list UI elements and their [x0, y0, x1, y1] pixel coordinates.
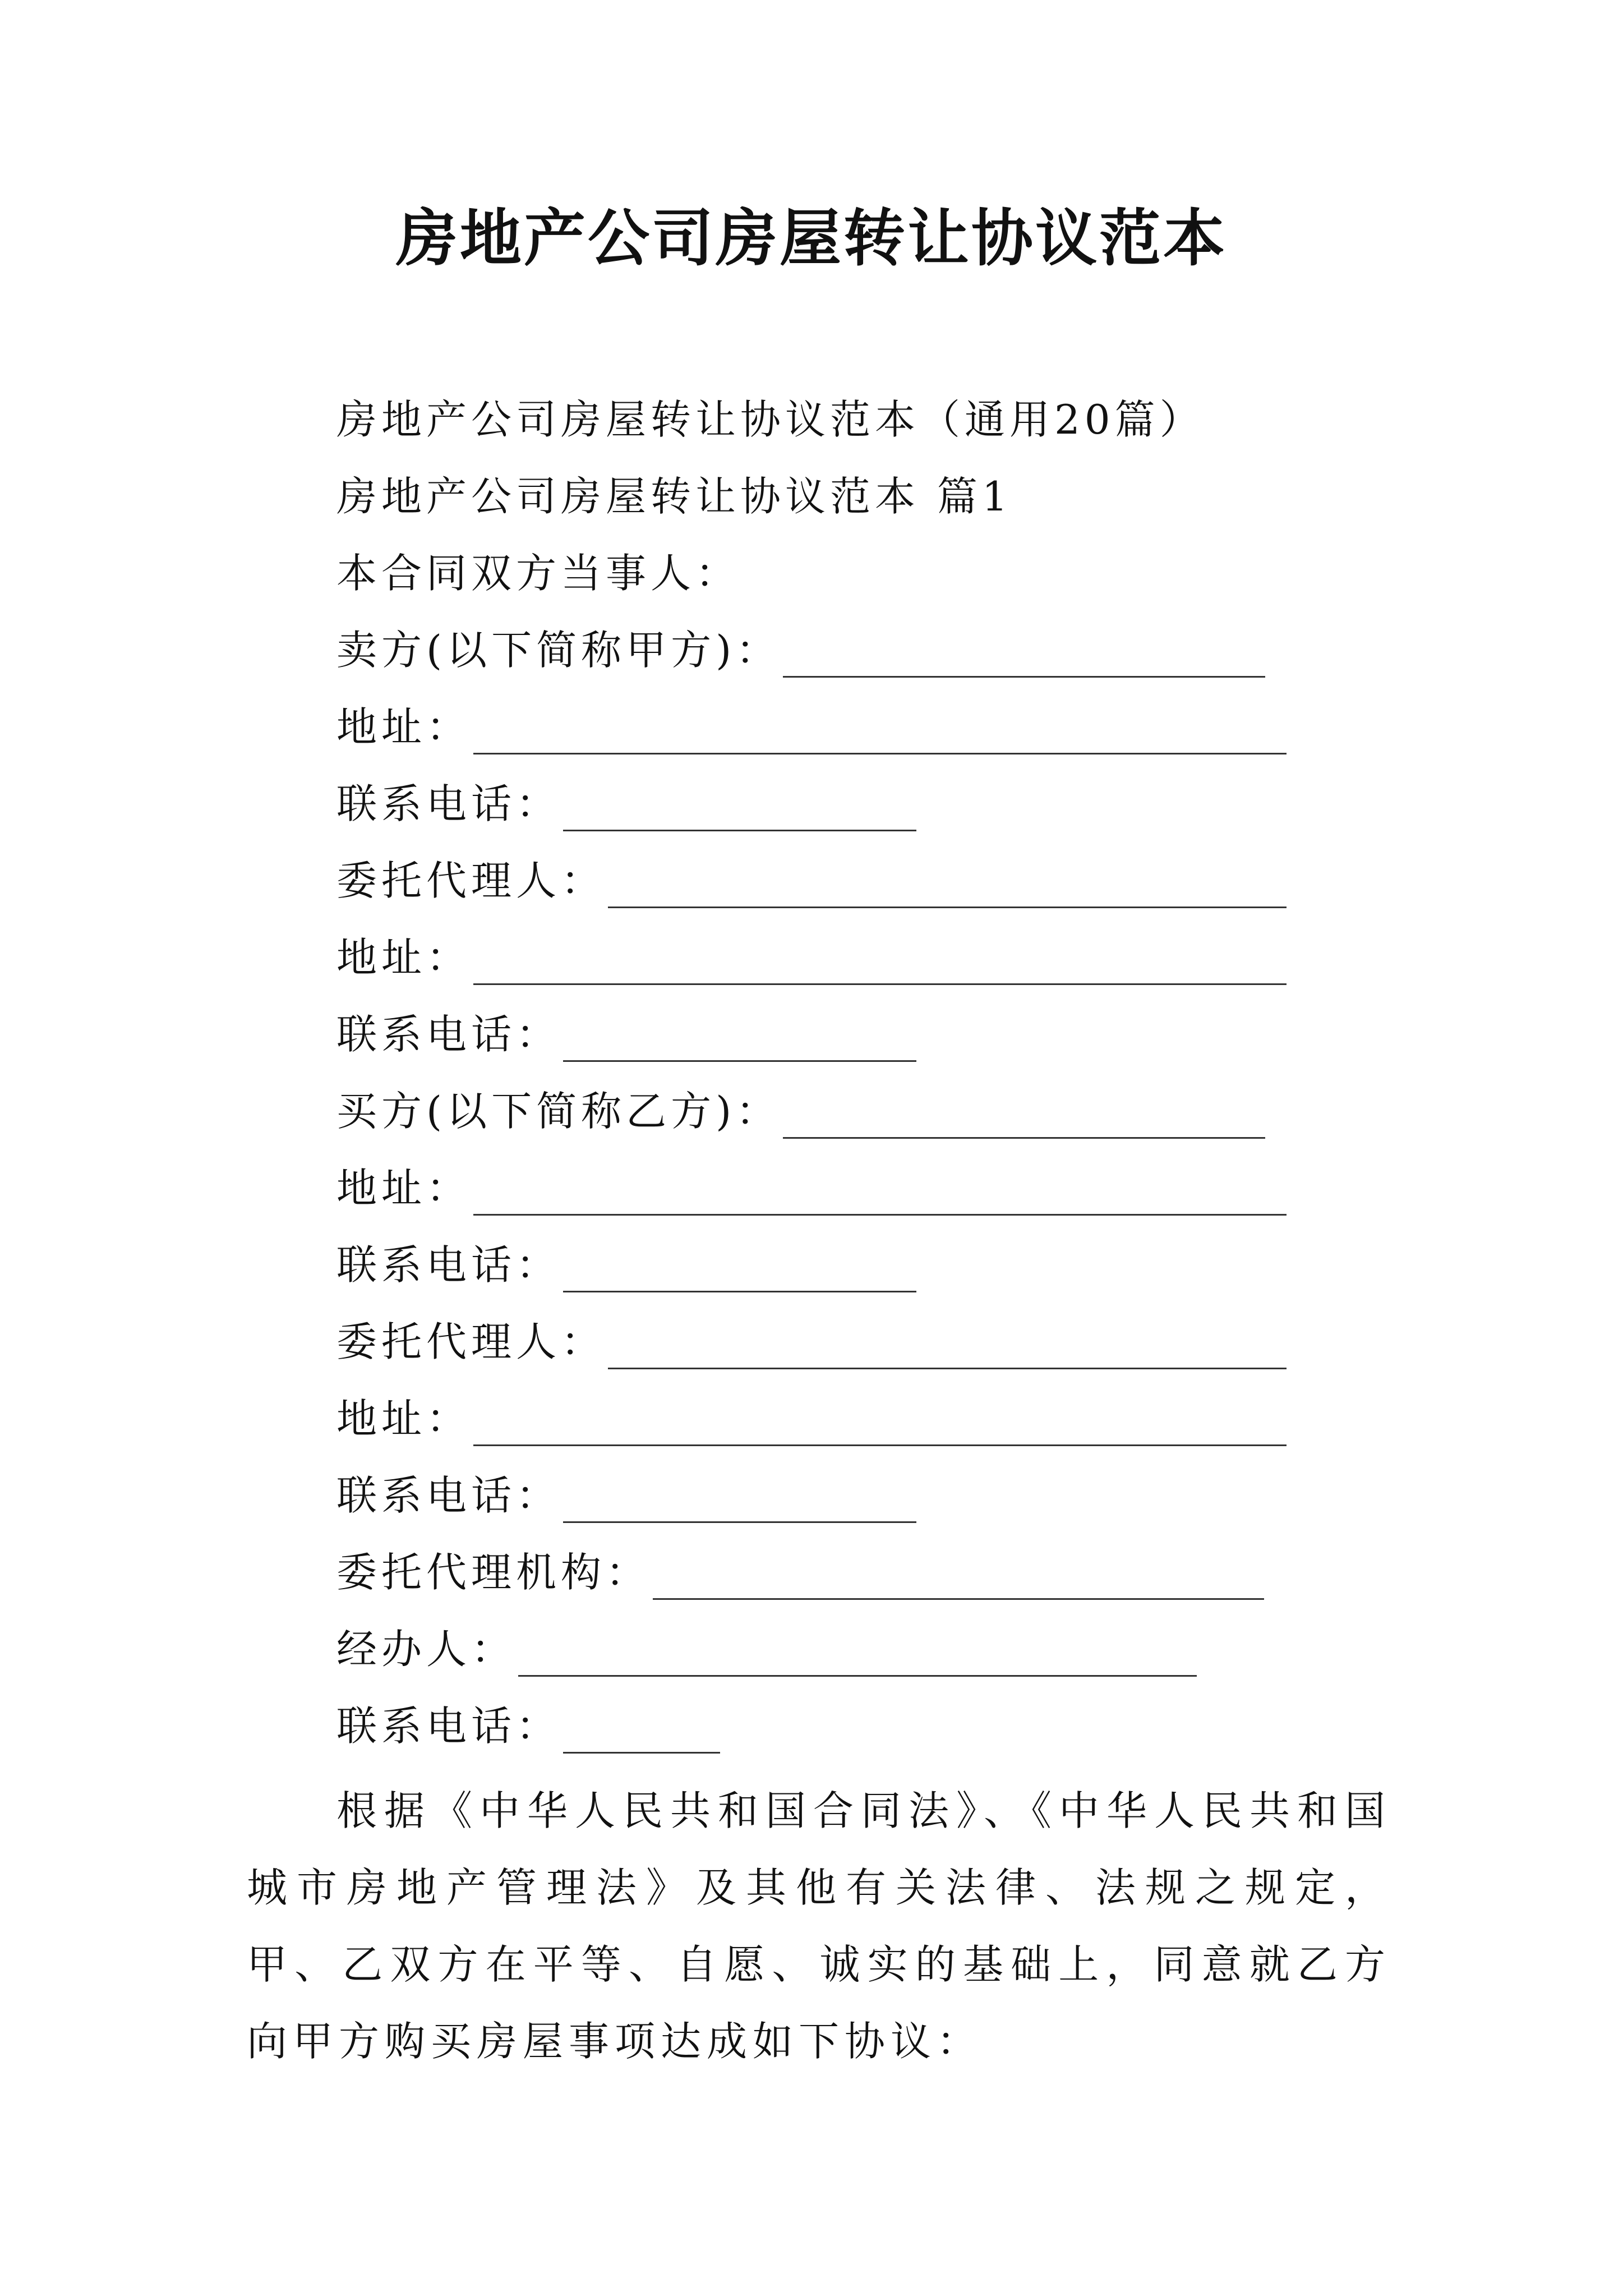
fill-in-blank[interactable] — [518, 1636, 1197, 1677]
field-row — [336, 843, 1402, 919]
field-row — [336, 1073, 1402, 1150]
field-label: 委托代理人： — [336, 857, 606, 904]
field-label: 委托代理人： — [336, 1318, 606, 1365]
fill-in-blank[interactable] — [563, 790, 916, 831]
field-row — [336, 689, 1402, 766]
fill-in-blank[interactable] — [783, 1098, 1265, 1139]
fill-in-blank[interactable] — [783, 637, 1265, 678]
field-label: 联系电话： — [336, 1703, 561, 1750]
document-title: 房地产公司房屋转让协议范本 — [396, 202, 1227, 274]
parties-intro: 本合同双方当事人： — [336, 550, 741, 597]
field-label: 联系电话： — [336, 1241, 561, 1289]
fill-in-blank[interactable] — [473, 1405, 1287, 1446]
field-row — [336, 1381, 1402, 1457]
field-row — [336, 612, 1402, 689]
field-label: 地址： — [336, 1165, 472, 1212]
field-row — [336, 766, 1402, 843]
field-label: 联系电话： — [336, 780, 561, 827]
fill-in-blank[interactable] — [473, 1175, 1287, 1216]
field-label: 委托代理机构： — [336, 1549, 651, 1596]
party-fields — [336, 612, 1402, 1765]
field-row — [336, 1150, 1402, 1227]
field-row — [336, 1304, 1402, 1381]
body-paragraph: 根据《中华人民共和国合同法》、《中华人民共和国城市房地产管理法》及其他有关法律、法规之规定，甲、乙双方在平等、自愿、诚实的基础上，同意就乙方向甲方购买房屋事项达成如下协议： — [247, 1787, 1391, 2065]
fill-in-blank[interactable] — [473, 944, 1287, 985]
field-label: 卖方(以下简称甲方)： — [336, 627, 781, 674]
field-label: 联系电话： — [336, 1472, 561, 1519]
fill-in-blank[interactable] — [608, 1328, 1287, 1369]
fill-in-blank[interactable] — [563, 1713, 720, 1754]
field-row — [336, 1688, 1402, 1765]
section-heading: 房地产公司房屋转让协议范本 篇1 — [336, 473, 1012, 520]
field-label: 地址： — [336, 934, 472, 981]
field-label: 联系电话： — [336, 1011, 561, 1058]
field-row — [336, 919, 1402, 996]
field-row — [336, 996, 1402, 1073]
field-label: 地址： — [336, 703, 472, 751]
fill-in-blank[interactable] — [563, 1482, 916, 1523]
fill-in-blank[interactable] — [608, 867, 1287, 908]
field-row — [336, 1534, 1402, 1611]
field-label: 地址： — [336, 1395, 472, 1442]
field-row — [336, 1227, 1402, 1304]
subtitle: 房地产公司房屋转让协议范本（通用20篇） — [336, 396, 1205, 443]
fill-in-blank[interactable] — [563, 1251, 916, 1292]
fill-in-blank[interactable] — [653, 1559, 1264, 1600]
field-row — [336, 1611, 1402, 1688]
field-row — [336, 1457, 1402, 1534]
fill-in-blank[interactable] — [563, 1021, 916, 1062]
field-label: 经办人： — [336, 1626, 517, 1673]
fill-in-blank[interactable] — [473, 714, 1287, 754]
field-label: 买方(以下简称乙方)： — [336, 1088, 781, 1135]
document-lines — [336, 381, 1402, 1765]
